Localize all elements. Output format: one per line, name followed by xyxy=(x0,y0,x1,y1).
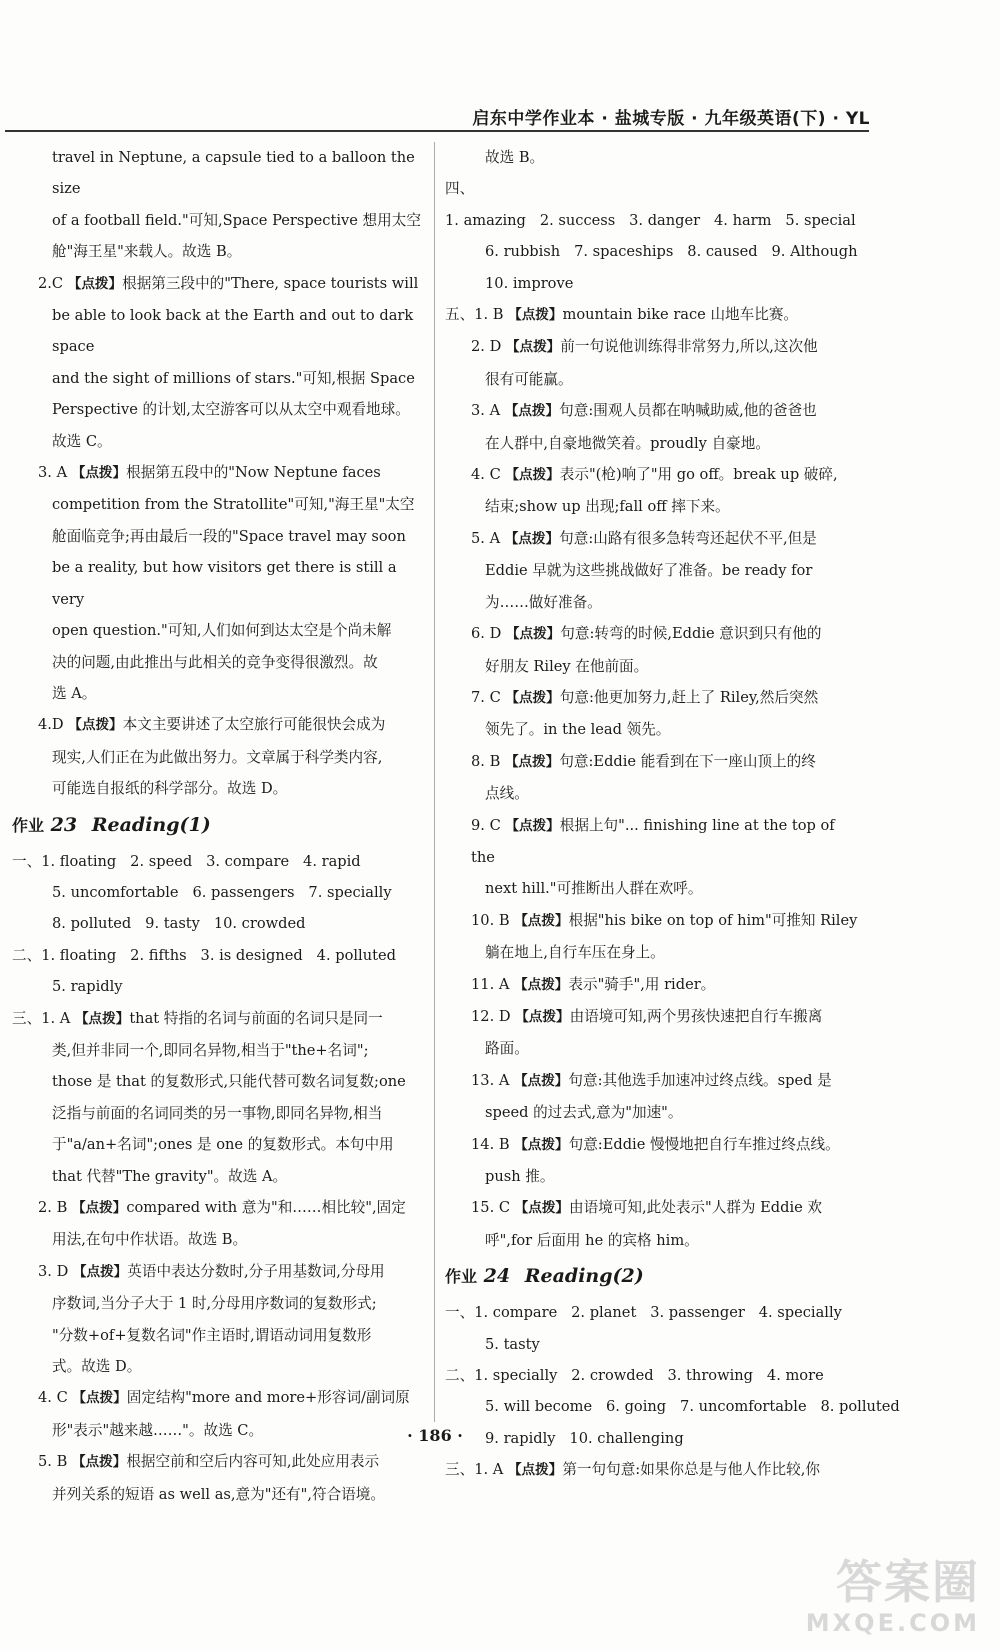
text-line: push 推。 xyxy=(485,1168,555,1185)
answer-number: 9. C xyxy=(471,816,501,834)
text-line: speed 的过去式,意为"加速"。 xyxy=(485,1104,683,1122)
s5-answer-item xyxy=(445,299,860,331)
answer-number: 6. D xyxy=(471,625,502,643)
section-label: 作业 xyxy=(12,815,45,835)
text-line: 现实,人们正在为此做出努力。文章属于科学类内容, xyxy=(52,748,383,766)
answer-q3 xyxy=(12,457,432,709)
answer-first-line xyxy=(445,1192,860,1224)
answer-first-line xyxy=(445,523,860,555)
page-header: 启东中学作业本 · 盐城专版 · 九年级英语(下) · YL xyxy=(472,109,870,129)
text-line: 可能选自报纸的科学部分。故选 D。 xyxy=(52,780,288,798)
text-line: 根据第五段中的"Now Neptune faces xyxy=(126,464,381,482)
text-line: 形"表示"越来越……"。故选 C。 xyxy=(52,1421,264,1439)
tip-label: 【点拨】 xyxy=(71,1200,127,1216)
text-line: 句意:其他选手加速冲过终点线。sped 是 xyxy=(568,1071,832,1089)
text-line: 5. uncomfortable 6. passengers 7. specially xyxy=(52,883,392,901)
tip-label: 【点拨】 xyxy=(68,717,123,734)
text-line: 固定结构"more and more+形容词/副词原 xyxy=(126,1389,410,1407)
answer-number: 2. D xyxy=(471,338,502,356)
text-line: compared with 意为"和……相比较",固定 xyxy=(126,1199,406,1216)
text-line: competition from the Stratollite"可知,"海王星"太空 xyxy=(52,496,415,514)
text-line: be a reality, but how visitors get there is still a very xyxy=(52,559,397,608)
text-line: 结束;show up 出现;fall off 摔下来。 xyxy=(485,498,730,516)
part-lead: 二、 xyxy=(445,1367,475,1385)
answer-number: 3. A xyxy=(38,464,68,482)
text-line: 句意:转弯的时候,Eddie 意识到只有他的 xyxy=(560,625,822,643)
text-line: 用法,在句中作状语。故选 B。 xyxy=(52,1231,248,1249)
tip-label: 【点拨】 xyxy=(515,1008,570,1025)
text-line: that 特指的名词与前面的名词只是同一 xyxy=(129,1009,383,1027)
tip-label: 【点拨】 xyxy=(504,530,560,547)
answer-number: 三、1. A xyxy=(12,1009,71,1027)
answer-number: 8. B xyxy=(471,752,501,770)
text-line: 领先了。in the lead 领先。 xyxy=(485,721,671,739)
section-title: Reading(1) xyxy=(91,813,211,836)
text-line: 根据第三段中的"There, space tourists will xyxy=(122,274,419,292)
text-line: 表示"(枪)响了"用 go off。break up 破碎, xyxy=(559,466,838,484)
s5-answer-item xyxy=(445,1065,860,1129)
answer-first-line xyxy=(445,618,860,650)
s23-part2 xyxy=(12,940,432,1003)
answer-number: 14. B xyxy=(471,1135,510,1153)
answer-first-line xyxy=(445,746,860,778)
tip-label: 【点拨】 xyxy=(74,1010,130,1027)
text-line: 呼",for 后面用 he 的宾格 him。 xyxy=(485,1231,699,1249)
tip-label: 【点拨】 xyxy=(514,1136,569,1153)
part-lead: 二、 xyxy=(12,946,42,964)
answer-number: 12. D xyxy=(471,1007,511,1025)
answer-number: 15. C xyxy=(471,1199,511,1217)
text-line: 第一句句意:如果你总是与他人作比较,你 xyxy=(562,1461,820,1479)
answer-number: 5. A xyxy=(471,529,501,547)
header-rule xyxy=(5,130,869,132)
text-line: 于"a/an+名词";ones 是 one 的复数形式。本句中用 xyxy=(52,1136,394,1154)
tip-label: 【点拨】 xyxy=(67,275,123,292)
s5-answer-item xyxy=(445,523,860,618)
text-line: open question."可知,人们如何到达太空是个尚未解 xyxy=(52,622,392,640)
tip-label: 【点拨】 xyxy=(514,1072,569,1089)
text-line: 根据"his bike on top of him"可推知 Riley xyxy=(568,911,858,929)
text-line: those 是 that 的复数形式,只能代替可数名词复数;one xyxy=(52,1073,406,1091)
text-line: 舱面临竞争;再由最后一段的"Space travel may soon xyxy=(52,527,406,545)
answer-number: 5. B xyxy=(38,1453,68,1471)
text-line: 句意:Eddie 能看到在下一座山顶上的终 xyxy=(559,752,816,770)
text-line: 句意:山路有很多急转弯还起伏不平,但是 xyxy=(559,529,817,547)
text-line: 很有可能赢。 xyxy=(485,370,573,388)
tip-label: 【点拨】 xyxy=(504,403,560,420)
text-line: next hill."可推断出人群在欢呼。 xyxy=(485,880,703,898)
text-line: 类,但并非同一个,即同名异物,相当于"the+名词"; xyxy=(52,1041,369,1059)
text-line: 1. floating 2. speed 3. compare 4. rapid xyxy=(41,852,361,870)
text-line: 句意:围观人员都在呐喊助威,他的爸爸也 xyxy=(559,402,817,420)
s24-part1 xyxy=(445,1297,860,1360)
part-lead: 一、 xyxy=(445,1304,475,1322)
column-divider xyxy=(434,142,435,1422)
page-number: · 186 · xyxy=(407,1426,463,1445)
answer-first-line xyxy=(445,1065,860,1097)
text-line: 前一句说他训练得非常努力,所以,这次他 xyxy=(560,338,818,356)
s4-vocab xyxy=(445,173,860,299)
text-line: 故选 B。 xyxy=(485,149,545,166)
text-line: 1. floating 2. fifths 3. is designed 4. polluted xyxy=(41,946,396,964)
text-line: 由语境可知,此处表示"人群为 Eddie 欢 xyxy=(569,1199,823,1217)
text-line: 8. polluted 9. tasty 10. crowded xyxy=(52,915,306,933)
s23-part3-q3 xyxy=(12,1256,432,1383)
s5-answer-item xyxy=(445,395,860,459)
text-line: 9. rapidly 10. challenging xyxy=(485,1429,684,1447)
section-heading-24 xyxy=(445,1258,860,1295)
tip-label: 【点拨】 xyxy=(504,753,560,770)
answer-number: 10. B xyxy=(471,911,510,929)
left-column xyxy=(12,142,432,1510)
answer-q4 xyxy=(12,709,432,804)
tip-label: 【点拨】 xyxy=(507,1462,563,1479)
s5-answer-item xyxy=(445,1192,860,1256)
answer-number: 7. C xyxy=(471,688,501,706)
text-line: 式。故选 D。 xyxy=(52,1358,142,1376)
text-line: 躺在地上,自行车压在身上。 xyxy=(485,944,665,962)
watermark-url: MXQE.COM xyxy=(805,1609,980,1637)
text-line: 表示"骑手",用 rider。 xyxy=(568,975,716,993)
text-line: 为……做好准备。 xyxy=(485,593,602,611)
s24-part3 xyxy=(445,1454,860,1486)
s5-answer-item xyxy=(445,459,860,523)
tip-label: 【点拨】 xyxy=(71,1454,127,1471)
section-number: 23 xyxy=(50,813,78,836)
part-lead: 一、 xyxy=(12,852,42,870)
tip-label: 【点拨】 xyxy=(505,817,560,834)
text-line: 点线。 xyxy=(485,785,529,803)
text-line: mountain bike race 山地车比赛。 xyxy=(562,306,799,324)
text-line: 路面。 xyxy=(485,1040,529,1058)
text-line: 舱"海王星"来载人。故选 B。 xyxy=(52,243,242,261)
tip-label: 【点拨】 xyxy=(508,307,563,324)
tip-label: 【点拨】 xyxy=(72,1263,128,1280)
section-heading-23 xyxy=(12,807,432,844)
text-line: 根据上句"... finishing line at the top of the xyxy=(471,816,835,866)
answer-number: 2.C xyxy=(38,274,64,292)
tip-label: 【点拨】 xyxy=(514,976,569,993)
s5-answer-item xyxy=(445,1001,860,1065)
answer-first-line xyxy=(445,331,860,363)
s5-answer-item xyxy=(445,969,860,1001)
text-line: 选 A。 xyxy=(52,684,97,702)
text-line: 根据空前和空后内容可知,此处应用表示 xyxy=(126,1453,380,1471)
text-line: 序数词,当分子大于 1 时,分母用序数词的复数形式; xyxy=(52,1295,377,1313)
s5-answer-item xyxy=(445,331,860,395)
answer-first-line xyxy=(445,1129,860,1161)
answer-number: 五、1. B xyxy=(445,306,504,324)
answer-number: 三、1. A xyxy=(445,1461,504,1479)
text-line: 1. amazing 2. success 3. danger 4. harm 5. special xyxy=(445,211,856,229)
section-label: 作业 xyxy=(445,1267,478,1287)
answer-first-line xyxy=(445,969,860,1001)
answer-number: 4.D xyxy=(38,716,64,734)
tip-label: 【点拨】 xyxy=(514,912,569,929)
s5-answer-item xyxy=(445,810,860,905)
s5-answer-item xyxy=(445,1129,860,1193)
watermark-logo xyxy=(780,1555,980,1641)
s5-answer-item xyxy=(445,905,860,969)
s23-part1 xyxy=(12,846,432,940)
s5-answer-item xyxy=(445,746,860,810)
text-line: 1. compare 2. planet 3. passenger 4. specially xyxy=(474,1304,842,1322)
text-line: 在人群中,自豪地微笑着。proudly 自豪地。 xyxy=(485,434,770,452)
answer-first-line xyxy=(445,1001,860,1033)
text-line: 1. specially 2. crowded 3. throwing 4. more xyxy=(474,1367,824,1385)
answer-number: 2. B xyxy=(38,1199,68,1216)
answer-first-line xyxy=(445,395,860,427)
text-line: "分数+of+复数名词"作主语时,谓语动词用复数形 xyxy=(52,1326,372,1344)
text-line: 泛指与前面的名词同类的另一事物,即同名异物,相当 xyxy=(52,1104,383,1122)
tip-label: 【点拨】 xyxy=(72,1390,127,1407)
tip-label: 【点拨】 xyxy=(514,1200,570,1217)
text-line: 句意:Eddie 慢慢地把自行车推过终点线。 xyxy=(568,1135,840,1153)
tip-label: 【点拨】 xyxy=(505,467,560,484)
answer-first-line xyxy=(445,810,860,874)
tip-label: 【点拨】 xyxy=(505,689,560,706)
watermark-text: 答案圈 xyxy=(836,1555,980,1609)
tip-label: 【点拨】 xyxy=(505,626,561,643)
text-line: 故选 C。 xyxy=(52,432,112,450)
s5-answer-item xyxy=(445,682,860,746)
text-line: 并列关系的短语 as well as,意为"还有",符合语境。 xyxy=(52,1485,385,1503)
tip-label: 【点拨】 xyxy=(71,465,127,482)
answer-number: 11. A xyxy=(471,975,510,993)
s23-part3-q2 xyxy=(12,1192,432,1256)
text-line: of a football field."可知,Space Perspective 想用太空 xyxy=(52,211,421,229)
part-lead: 四、 xyxy=(445,180,475,198)
answer-number: 4. C xyxy=(471,466,501,484)
text-line: be able to look back at the Earth and out to dark space xyxy=(52,307,414,356)
tip-label: 【点拨】 xyxy=(505,339,561,356)
answer-number: 3. D xyxy=(38,1262,69,1280)
text-line: 句意:他更加努力,赶上了 Riley,然后突然 xyxy=(559,688,819,706)
answer-number: 13. A xyxy=(471,1071,510,1089)
answer-number: 3. A xyxy=(471,402,501,420)
text-line: Eddie 早就为这些挑战做好了准备。be ready for xyxy=(485,562,813,580)
s23-part3-q5 xyxy=(12,1446,432,1510)
intro-paragraph xyxy=(12,142,432,268)
text-line: 5. tasty xyxy=(485,1335,540,1353)
text-line: 由语境可知,两个男孩快速把自行车搬离 xyxy=(569,1007,823,1025)
text-line: and the sight of millions of stars."可知,根据 Space xyxy=(52,369,415,387)
answer-q2 xyxy=(12,268,432,457)
section-title: Reading(2) xyxy=(524,1265,644,1288)
answer-first-line xyxy=(445,459,860,491)
text-line: 英语中表达分数时,分子用基数词,分母用 xyxy=(127,1262,385,1280)
text-line: 5. will become 6. going 7. uncomfortable 8. polluted xyxy=(485,1398,900,1416)
answer-first-line xyxy=(445,682,860,714)
text-line: 6. rubbish 7. spaceships 8. caused 9. Although xyxy=(485,243,858,261)
section-number: 24 xyxy=(483,1265,511,1288)
text-line: 本文主要讲述了太空旅行可能很快会成为 xyxy=(122,716,386,734)
answer-number: 4. C xyxy=(38,1389,68,1407)
text-line: that 代替"The gravity"。故选 A。 xyxy=(52,1167,288,1185)
text-line: 10. improve xyxy=(485,274,574,292)
s5-answer-list xyxy=(445,299,860,1256)
text-line: 5. rapidly xyxy=(52,978,123,996)
s5-answer-item xyxy=(445,618,860,682)
text-line: travel in Neptune, a capsule tied to a balloon the size xyxy=(52,149,415,198)
text-line: 决的问题,由此推出与此相关的竞争变得很激烈。故 xyxy=(52,653,378,671)
text-line: Perspective 的计划,太空游客可以从太空中观看地球。 xyxy=(52,401,410,419)
text-line: 好朋友 Riley 在他前面。 xyxy=(485,657,649,675)
answer-first-line xyxy=(445,905,860,937)
right-column xyxy=(445,142,900,1487)
answer-first-line xyxy=(445,299,860,331)
s23-part3-q1 xyxy=(12,1003,432,1192)
